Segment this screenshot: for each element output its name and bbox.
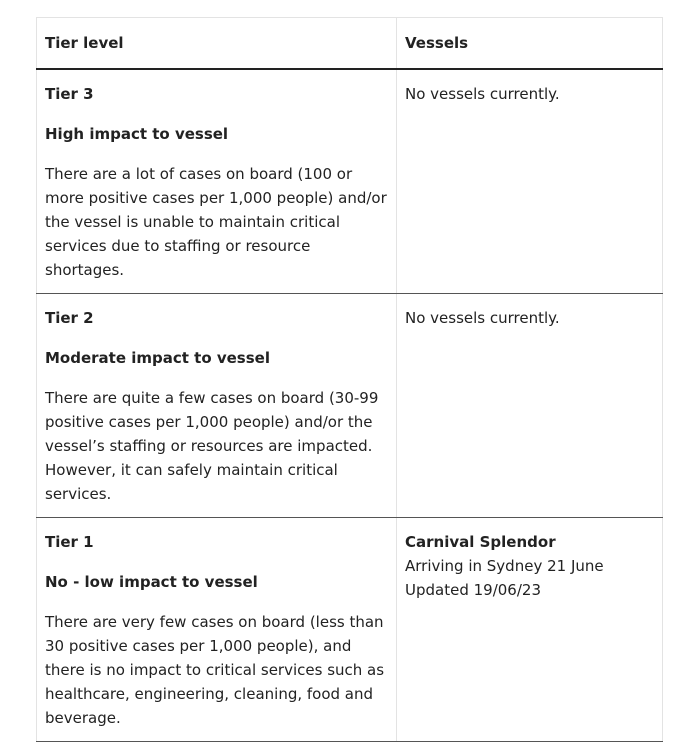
tier-cell [37, 69, 397, 294]
table-row [37, 69, 663, 294]
tier-table-container [36, 17, 662, 742]
vessel-name: Carnival Splendor [405, 533, 556, 551]
header-vessels: Vessels [397, 18, 663, 70]
vessels-cell [397, 69, 663, 294]
table-header-row [37, 18, 663, 70]
tier-impact: Moderate impact to vessel [45, 349, 270, 367]
tier-cell [37, 294, 397, 518]
tier-description: There are very few cases on board (less than 30 positive cases per 1,000 people), and there is no impact to critical services such as healthcare, engineering, cleaning, food and beverage. [45, 613, 385, 727]
tier-title: Tier 1 [45, 533, 94, 551]
vessel-arrival: Arriving in Sydney 21 June [405, 557, 604, 575]
vessels-cell [397, 294, 663, 518]
table-row [37, 518, 663, 742]
tier-title: Tier 2 [45, 309, 94, 327]
tier-description: There are a lot of cases on board (100 or more positive cases per 1,000 people) and/or the vessel is unable to maintain critical services due to staffing or resource shortages. [45, 165, 387, 279]
vessels-status: No vessels currently. [405, 309, 560, 327]
tier-impact: High impact to vessel [45, 125, 229, 143]
tier-cell [37, 518, 397, 742]
header-tier-level: Tier level [37, 18, 397, 70]
vessel-updated: Updated 19/06/23 [405, 581, 541, 599]
tier-title: Tier 3 [45, 85, 94, 103]
tier-description: There are quite a few cases on board (30-99 positive cases per 1,000 people) and/or the vessel’s staffing or resources are impacted. However, it can safely maintain critical services. [45, 389, 379, 503]
table-row [37, 294, 663, 518]
tier-impact: No - low impact to vessel [45, 573, 258, 591]
tier-table [36, 17, 663, 742]
vessels-cell [397, 518, 663, 742]
vessels-status: No vessels currently. [405, 85, 560, 103]
